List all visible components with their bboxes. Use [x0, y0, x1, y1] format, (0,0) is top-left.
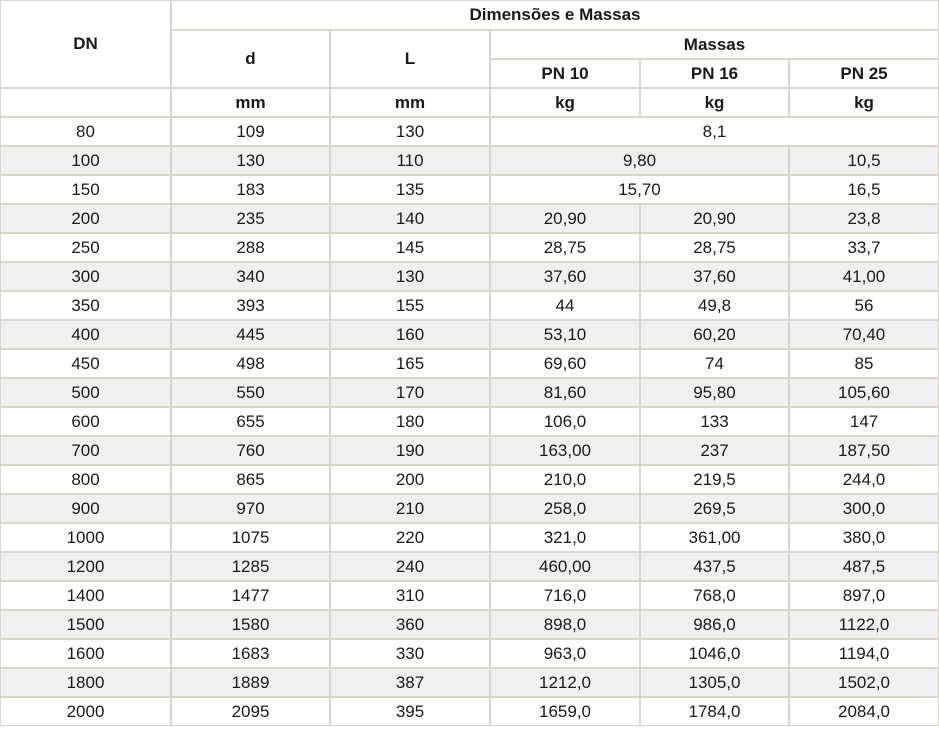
cell-l: 240: [330, 552, 490, 581]
cell-mass-pn10: 1659,0: [490, 697, 640, 726]
cell-mass-pn10: 69,60: [490, 349, 640, 378]
cell-mass-pn25: 897,0: [789, 581, 939, 610]
cell-l: 200: [330, 465, 490, 494]
cell-mass-pn25: 1122,0: [789, 610, 939, 639]
cell-d: 393: [171, 291, 330, 320]
cell-dn: 500: [0, 378, 171, 407]
cell-mass-pn10: 37,60: [490, 262, 640, 291]
cell-l: 330: [330, 639, 490, 668]
header-dn: DN: [0, 0, 171, 88]
header-l: L: [330, 30, 490, 88]
cell-mass-pn16: 237: [640, 436, 789, 465]
cell-mass-pn10: 460,00: [490, 552, 640, 581]
cell-mass-pn10: 321,0: [490, 523, 640, 552]
cell-mass-pn25: 2084,0: [789, 697, 939, 726]
cell-mass-pn25: 56: [789, 291, 939, 320]
header-massas: Massas: [490, 30, 939, 59]
cell-l: 210: [330, 494, 490, 523]
cell-mass-pn25: 487,5: [789, 552, 939, 581]
cell-mass-pn25: 1502,0: [789, 668, 939, 697]
header-unit-dn-blank: [0, 88, 171, 117]
cell-d: 1580: [171, 610, 330, 639]
cell-mass-pn10: 210,0: [490, 465, 640, 494]
table-row: [0, 291, 939, 320]
cell-d: 1889: [171, 668, 330, 697]
cell-l: 140: [330, 204, 490, 233]
table-row: [0, 523, 939, 552]
cell-d: 1683: [171, 639, 330, 668]
cell-d: 235: [171, 204, 330, 233]
cell-mass-pn16: 269,5: [640, 494, 789, 523]
cell-mass-pn10: 53,10: [490, 320, 640, 349]
cell-mass-pn16: 74: [640, 349, 789, 378]
cell-mass-pn16: 28,75: [640, 233, 789, 262]
cell-mass-all: 8,1: [490, 117, 939, 146]
cell-dn: 2000: [0, 697, 171, 726]
header-unit-pn10: kg: [490, 88, 640, 117]
table-row: [0, 204, 939, 233]
cell-d: 970: [171, 494, 330, 523]
cell-mass-pn10: 898,0: [490, 610, 640, 639]
cell-l: 360: [330, 610, 490, 639]
cell-mass-pn25: 1194,0: [789, 639, 939, 668]
cell-dn: 1400: [0, 581, 171, 610]
cell-mass-pn25: 105,60: [789, 378, 939, 407]
table-row: [0, 407, 939, 436]
cell-d: 445: [171, 320, 330, 349]
cell-l: 395: [330, 697, 490, 726]
table-row: [0, 668, 939, 697]
cell-mass-pn16: 49,8: [640, 291, 789, 320]
cell-dn: 400: [0, 320, 171, 349]
table-row: [0, 378, 939, 407]
cell-mass-pn10: 106,0: [490, 407, 640, 436]
table-row: [0, 320, 939, 349]
cell-mass-pn25: 147: [789, 407, 939, 436]
cell-d: 183: [171, 175, 330, 204]
cell-d: 340: [171, 262, 330, 291]
cell-l: 135: [330, 175, 490, 204]
cell-dn: 1800: [0, 668, 171, 697]
cell-mass-pn25: 41,00: [789, 262, 939, 291]
cell-mass-pn16: 37,60: [640, 262, 789, 291]
cell-dn: 1200: [0, 552, 171, 581]
table-row: [0, 610, 939, 639]
header-unit-l: mm: [330, 88, 490, 117]
cell-mass-pn10: 20,90: [490, 204, 640, 233]
header-d: d: [171, 30, 330, 88]
table-row: [0, 581, 939, 610]
cell-dn: 100: [0, 146, 171, 175]
cell-mass-pn25: 85: [789, 349, 939, 378]
cell-d: 498: [171, 349, 330, 378]
table-row: [0, 349, 939, 378]
cell-mass-pn16: 437,5: [640, 552, 789, 581]
cell-mass-pn16: 986,0: [640, 610, 789, 639]
table-row: [0, 146, 939, 175]
table-row: [0, 175, 939, 204]
cell-d: 130: [171, 146, 330, 175]
cell-mass-pn10: 163,00: [490, 436, 640, 465]
table-row: [0, 262, 939, 291]
cell-dn: 900: [0, 494, 171, 523]
cell-dn: 1600: [0, 639, 171, 668]
cell-l: 160: [330, 320, 490, 349]
cell-mass-pn10: 44: [490, 291, 640, 320]
cell-l: 220: [330, 523, 490, 552]
cell-dn: 250: [0, 233, 171, 262]
header-unit-pn25: kg: [789, 88, 939, 117]
cell-l: 310: [330, 581, 490, 610]
table-row: [0, 436, 939, 465]
table-row: [0, 697, 939, 726]
cell-mass-pn16: 133: [640, 407, 789, 436]
cell-mass-pn10: 963,0: [490, 639, 640, 668]
cell-d: 288: [171, 233, 330, 262]
cell-mass-pn16: 20,90: [640, 204, 789, 233]
table-row: [0, 552, 939, 581]
table-row: [0, 494, 939, 523]
cell-d: 655: [171, 407, 330, 436]
cell-mass-pn10-pn16: 15,70: [490, 175, 789, 204]
table-row: [0, 465, 939, 494]
cell-mass-pn16: 1305,0: [640, 668, 789, 697]
cell-mass-pn10-pn16: 9,80: [490, 146, 789, 175]
cell-mass-pn10: 28,75: [490, 233, 640, 262]
cell-mass-pn25: 16,5: [789, 175, 939, 204]
cell-dn: 200: [0, 204, 171, 233]
cell-l: 170: [330, 378, 490, 407]
cell-dn: 80: [0, 117, 171, 146]
cell-l: 180: [330, 407, 490, 436]
cell-l: 165: [330, 349, 490, 378]
table-row: [0, 117, 939, 146]
cell-dn: 700: [0, 436, 171, 465]
header-pn25: PN 25: [789, 59, 939, 88]
table-row: [0, 639, 939, 668]
cell-mass-pn10: 1212,0: [490, 668, 640, 697]
cell-mass-pn10: 716,0: [490, 581, 640, 610]
cell-l: 110: [330, 146, 490, 175]
header-unit-d: mm: [171, 88, 330, 117]
cell-l: 387: [330, 668, 490, 697]
cell-l: 190: [330, 436, 490, 465]
cell-mass-pn25: 187,50: [789, 436, 939, 465]
header-group-title: Dimensões e Massas: [171, 0, 939, 30]
cell-d: 760: [171, 436, 330, 465]
cell-l: 130: [330, 117, 490, 146]
cell-mass-pn25: 300,0: [789, 494, 939, 523]
cell-d: 2095: [171, 697, 330, 726]
cell-mass-pn16: 1784,0: [640, 697, 789, 726]
cell-dn: 1000: [0, 523, 171, 552]
cell-mass-pn16: 768,0: [640, 581, 789, 610]
cell-mass-pn16: 95,80: [640, 378, 789, 407]
cell-l: 145: [330, 233, 490, 262]
cell-dn: 800: [0, 465, 171, 494]
cell-dn: 600: [0, 407, 171, 436]
cell-d: 865: [171, 465, 330, 494]
cell-mass-pn16: 1046,0: [640, 639, 789, 668]
cell-mass-pn16: 219,5: [640, 465, 789, 494]
cell-mass-pn25: 70,40: [789, 320, 939, 349]
cell-mass-pn25: 33,7: [789, 233, 939, 262]
cell-dn: 350: [0, 291, 171, 320]
cell-mass-pn10: 258,0: [490, 494, 640, 523]
cell-l: 155: [330, 291, 490, 320]
cell-d: 1477: [171, 581, 330, 610]
cell-d: 1075: [171, 523, 330, 552]
cell-d: 550: [171, 378, 330, 407]
cell-dn: 1500: [0, 610, 171, 639]
cell-dn: 300: [0, 262, 171, 291]
cell-d: 1285: [171, 552, 330, 581]
cell-mass-pn25: 10,5: [789, 146, 939, 175]
cell-mass-pn25: 23,8: [789, 204, 939, 233]
table-row: [0, 233, 939, 262]
cell-d: 109: [171, 117, 330, 146]
cell-mass-pn25: 244,0: [789, 465, 939, 494]
header-pn16: PN 16: [640, 59, 789, 88]
cell-mass-pn16: 60,20: [640, 320, 789, 349]
cell-mass-pn10: 81,60: [490, 378, 640, 407]
cell-mass-pn16: 361,00: [640, 523, 789, 552]
cell-dn: 150: [0, 175, 171, 204]
cell-mass-pn25: 380,0: [789, 523, 939, 552]
header-pn10: PN 10: [490, 59, 640, 88]
cell-l: 130: [330, 262, 490, 291]
cell-dn: 450: [0, 349, 171, 378]
header-unit-pn16: kg: [640, 88, 789, 117]
